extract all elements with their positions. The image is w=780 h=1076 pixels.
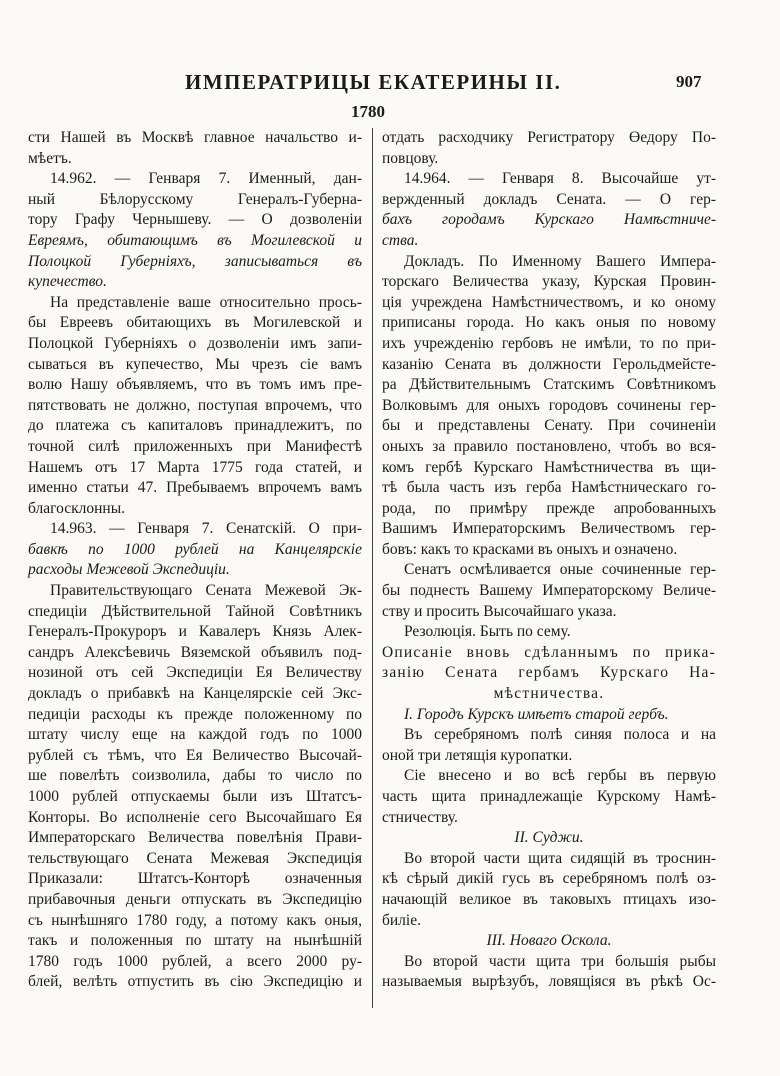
text-line: Императорскаго Величества повелѣнiя Прави- <box>28 829 362 847</box>
text-line: Нашемъ отъ 17 Марта 1775 года статей, и <box>28 458 362 476</box>
text-line: точной силѣ приложенныхъ при Манифестѣ <box>28 437 362 455</box>
text-line: ства. <box>382 231 419 249</box>
text-line: ихъ учрежденiю гербовъ не имѣли, то по при- <box>382 334 716 352</box>
text-line: купечество. <box>28 273 107 291</box>
text-line: Полоцкой Губернiяхъ, записываться въ <box>28 252 362 270</box>
text-line: казанiю Сената въ должности Герольдмейсте- <box>382 355 716 373</box>
text-line: бы и представлены Сенату. При сочиненiи <box>382 417 716 435</box>
text-line: мѣетъ. <box>28 149 72 167</box>
year-heading: 1780 <box>351 102 385 121</box>
text-line: отдать расходчику Регистратору Өедору По- <box>382 129 716 146</box>
text-line: съ нынѣшняго 1780 году, а потому какъ оныя, <box>28 911 362 929</box>
text-line: бы поднесть Вашему Императорскому Величе- <box>382 582 716 600</box>
text-line: Генералъ-Прокуроръ и Кавалеръ Князь Алек- <box>28 623 362 641</box>
text-line: тору Графу Чернышеву. — О дозволенiи <box>28 211 362 229</box>
text-line: нозиной отъ сей Экспедицiи Ея Величеству <box>28 664 362 682</box>
text-line: комъ гербѣ Курскаго Намѣстничества въ щи- <box>382 458 716 476</box>
text-line: штату числу еще на каждой годъ по 1000 <box>28 726 362 744</box>
text-line: ра Дѣйствительнымъ Статскимъ Совѣтникомъ <box>382 376 716 394</box>
text-line: приписаны города. Но какъ оныя по новому <box>382 314 716 332</box>
text-line: 14.962. — Генваря 7. Именный, дан- <box>50 170 362 188</box>
text-line: Сiе внесено и во всѣ гербы въ первую <box>404 767 716 785</box>
text-line: рублей съ тѣмъ, что Ея Величество Высочай- <box>28 746 362 764</box>
text-line: III. Новаго Оскола. <box>486 932 612 950</box>
text-line: цiя учреждена Намѣстничествомъ, и ко оному <box>382 293 716 311</box>
text-line: начающiй великое въ таковыхъ птицахъ изо- <box>382 890 716 908</box>
text-line: стничеству. <box>382 808 458 826</box>
text-line: Вашимъ Императорскимъ Величествомъ гер- <box>382 520 716 538</box>
text-line: ный Бѣлорусскому Генералъ-Губерна- <box>28 190 362 208</box>
text-line: бахъ городамъ Курскаго Намѣстниче- <box>382 211 716 229</box>
text-line: блей, велѣть отпустить въ сiю Экспедицiю и <box>28 973 362 991</box>
text-line: оной три летящiя куропатки. <box>382 746 573 764</box>
text-line: благосклонны. <box>28 499 125 517</box>
column-divider <box>372 128 373 1008</box>
page-number: 907 <box>676 72 702 91</box>
text-line: Сенатъ осмѣливается оные сочиненные гер- <box>404 561 716 579</box>
text-line: Резолюцiя. Быть по сему. <box>404 623 571 641</box>
text-line: часть щита принадлежащiе Курскому Намѣ- <box>382 788 716 805</box>
text-line: Описанiе вновь сдѣланнымъ по прика- <box>382 643 716 661</box>
text-line: Въ серебряномъ полѣ синяя полоса и на <box>404 726 716 744</box>
running-head: ИМПЕРАТРИЦЫ ЕКАТЕРИНЫ II. <box>185 70 562 94</box>
text-line: расходы Межевой Экспедицiи. <box>28 561 230 579</box>
text-line: мѣстничества. <box>493 685 605 703</box>
text-line: занiю Сената гербамъ Курскаго На- <box>382 664 716 682</box>
left-column <box>28 128 362 993</box>
text-line: На представленiе ваше относительно прось- <box>50 293 362 311</box>
text-line: до платежа съ капиталовъ принадлежитъ, по <box>28 417 362 435</box>
text-line: сти Нашей въ Москвѣ главное начальство и- <box>28 129 362 146</box>
text-line: I. Городъ Курскъ имѣетъ старой гербъ. <box>404 705 669 723</box>
text-line: Волковымъ для оныхъ городовъ сочинены гер- <box>382 396 716 414</box>
text-line: Конторы. Во исполненiе сего Высочайшаго Ея <box>28 808 362 826</box>
text-line: тѣ была часть изъ герба Намѣстническаго го- <box>382 479 716 497</box>
text-line: повцову. <box>382 149 439 167</box>
text-line: бы Евреевъ обитающихъ въ Могилевской и <box>28 314 362 332</box>
text-line: называемыя вырѣзубъ, ловящiяся въ рѣкѣ Ос- <box>382 973 716 991</box>
right-column <box>382 128 716 993</box>
text-line: вержденный докладъ Сената. — О гер- <box>382 190 716 208</box>
text-line: бавкѣ по 1000 рублей на Канцелярскiе <box>28 540 362 558</box>
text-line: Приказали: Штатсъ-Конторѣ означенныя <box>28 870 362 888</box>
text-line: волю Нашу объявляемъ, что въ томъ имъ пре- <box>28 376 362 394</box>
text-line: кѣ сѣрый дикiй гусь въ серебряномъ полѣ оз- <box>382 870 716 888</box>
text-line: педицiи расходы къ прежде положенному по <box>28 705 362 723</box>
text-line: сандръ Алексѣевичь Вяземской объявилъ под- <box>28 643 362 661</box>
text-line: билiе. <box>382 911 421 929</box>
text-line: пятствовать не должно, поступая впрочемъ, что <box>28 396 362 414</box>
text-line: торскаго Величества указу, Курская Провин- <box>382 273 716 291</box>
text-line: прибавочныя деньги отпускать въ Экспедицiю <box>28 890 362 908</box>
text-line: рода, по примѣру прежде апробованныхъ <box>382 499 716 517</box>
text-line: оныхъ за правило постановлено, чтобъ во вся- <box>382 437 716 455</box>
text-line: ству и просить Высочайшаго указа. <box>382 602 617 620</box>
text-line: Евреямъ, обитающимъ въ Могилевской и <box>28 231 362 249</box>
text-line: спедицiи Дѣйствительной Тайной Совѣтникъ <box>28 602 362 620</box>
text-line: Полоцкой Губернiяхъ о дозволенiи имъ запи- <box>28 334 362 352</box>
text-line: бовъ: какъ то красками въ оныхъ и означено. <box>382 540 678 558</box>
text-line: Во второй части щита сидящiй въ троснин- <box>404 849 716 867</box>
text-line: ше повелѣть соизволила, дабы то число по <box>28 767 362 785</box>
text-line: 1000 рублей отпускаемы были изъ Штатсъ- <box>28 788 362 805</box>
text-line: 14.963. — Генваря 7. Сенатскiй. О при- <box>50 520 362 538</box>
text-line: 1780 годъ 1000 рублей, а всего 2000 ру- <box>28 952 362 970</box>
text-line: именно статьи 47. Пребываемъ впрочемъ вамъ <box>28 479 362 497</box>
text-line: 14.964. — Генваря 8. Высочайше ут- <box>404 170 716 188</box>
text-line: тельствующаго Сената Межевая Экспедицiя <box>28 849 362 867</box>
text-line: такъ и положенныя по штату на нынѣшнiй <box>28 932 362 950</box>
text-line: II. Суджи. <box>514 829 584 847</box>
text-line: Докладъ. По Именному Вашего Импера- <box>404 252 716 270</box>
text-line: Во второй части щита три большiя рыбы <box>404 952 716 970</box>
text-line: докладъ о прибавкѣ на Канцелярскiе сей Экс- <box>28 685 362 703</box>
text-line: сываться въ купечество, Мы чрезъ сiе вамъ <box>28 355 362 373</box>
text-line: Правительствующаго Сената Межевой Эк- <box>50 582 362 600</box>
